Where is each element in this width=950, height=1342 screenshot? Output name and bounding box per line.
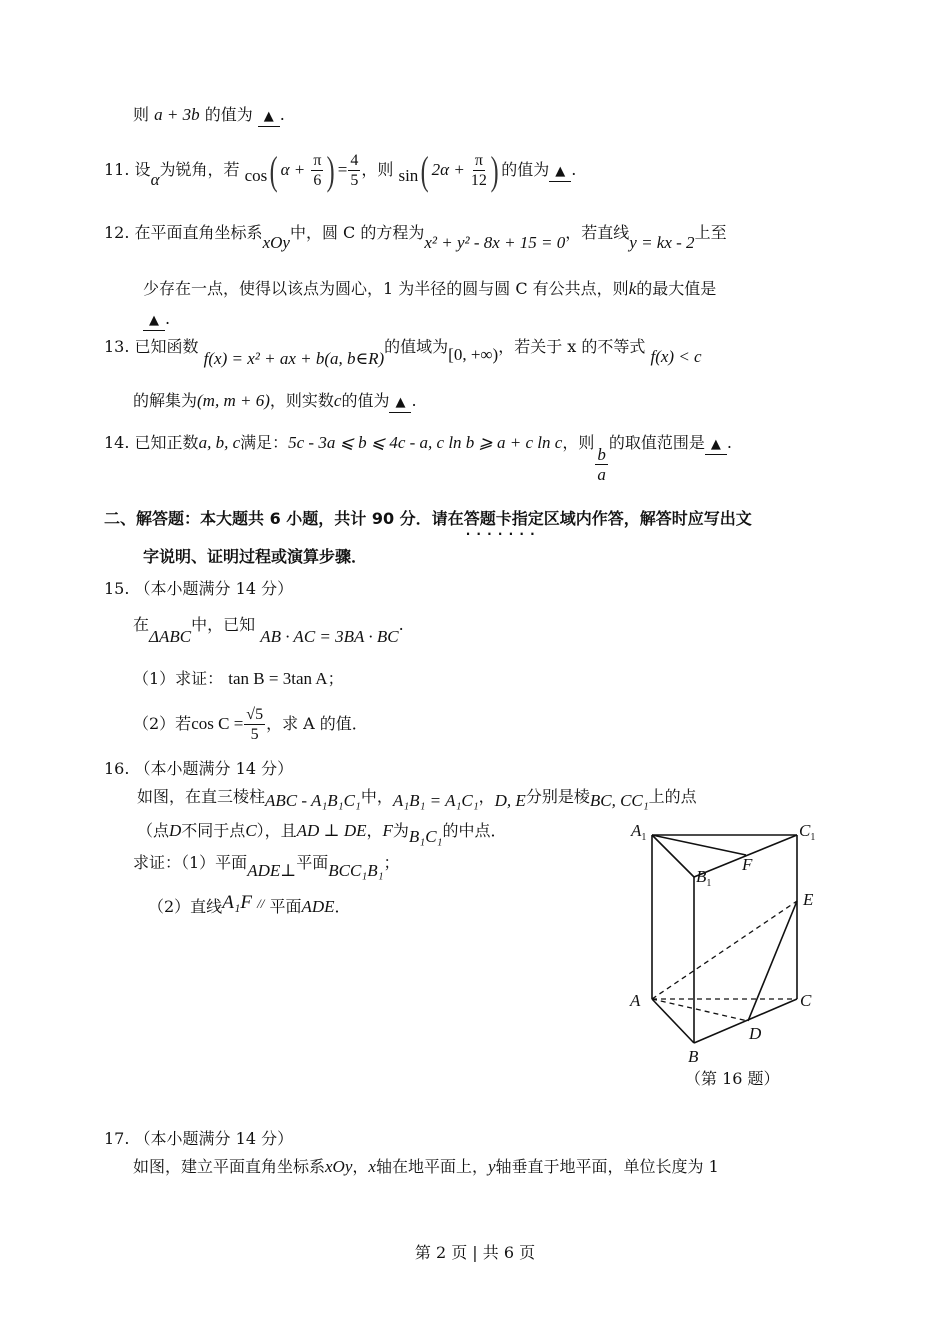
q13-text: 的解集为: [133, 391, 198, 410]
section-heading-text: 二、解答题：本大题共 6 小题，共计 90 分．请在: [104, 509, 464, 528]
section-heading-text: 字说明、证明过程或演算步骤．: [143, 547, 368, 566]
q15-end: ；: [327, 669, 344, 688]
q17-text: ，: [352, 1157, 369, 1176]
value-range: [0, +∞): [448, 345, 499, 364]
right-paren: ): [490, 147, 499, 193]
q16-text: 为: [392, 821, 409, 840]
label-e: E: [803, 890, 814, 909]
triangle-abc: ΔABC: [149, 627, 192, 646]
q12-text: ，若直线: [565, 223, 630, 242]
plane-bcc1b1: BCC₁B₁: [328, 861, 384, 880]
coordinate-system: xOy: [325, 1157, 353, 1176]
answer-blank: ▲: [258, 108, 280, 127]
label-b: B: [688, 1047, 699, 1066]
q17-text: 轴垂直于地平面，单位长度为 1: [495, 1157, 719, 1176]
right-paren: ): [327, 147, 336, 193]
question-number: 13.: [104, 337, 130, 356]
edge-equality: A₁B₁ = A₁C₁: [392, 791, 479, 810]
fraction-pi-6: [311, 151, 323, 190]
fraction-sqrt5-5: [244, 705, 265, 744]
question-14: [104, 432, 732, 484]
x-axis-var: x: [368, 1157, 376, 1176]
sin-function: sin: [398, 166, 419, 185]
q13-text: 的值域为: [384, 337, 449, 356]
perpendicular-relation: AD ⊥ DE: [296, 821, 367, 840]
section-2-heading-line1: [104, 508, 752, 530]
plane-ade: ADE: [247, 861, 281, 880]
solution-interval: (m, m + 6): [197, 391, 270, 410]
score-note: （本小题满分 14 分）: [134, 579, 294, 598]
label-b1: $B_1$: [696, 867, 712, 889]
score-note: （本小题满分 14 分）: [134, 1129, 294, 1148]
denominator: 5: [250, 726, 259, 743]
q11-end: .: [571, 160, 577, 179]
q16-text: 不同于点: [181, 821, 246, 840]
y-axis-var: y: [487, 1157, 496, 1176]
line-a1f: A₁F: [222, 892, 253, 913]
q16-text: ，: [366, 821, 383, 840]
numerator: √5: [246, 706, 264, 723]
q13-text: 已知函数: [134, 337, 199, 356]
q13-text: ，若关于 x 的不等式: [498, 337, 646, 356]
section-heading-text: 内作答，解答时应写出文: [575, 509, 752, 528]
question-15-part1: [133, 668, 344, 690]
point-c: C: [245, 821, 257, 840]
q15-text: 在: [133, 615, 150, 634]
tan-equation: tan B = 3tan A: [228, 669, 328, 688]
q10-suffix: 的值为: [204, 105, 253, 124]
prism-diagram: [620, 810, 840, 1100]
variable-k: k: [628, 279, 637, 298]
question-16-line2: [137, 820, 507, 846]
part-label: （2）若: [133, 714, 192, 733]
point-d: D: [169, 821, 182, 840]
q12-text: 上至: [694, 223, 727, 242]
q11-text: 为锐角，若: [159, 160, 240, 179]
q16-text: 如图，在直三棱柱: [137, 787, 266, 806]
left-paren: (: [269, 147, 278, 193]
vector-equation: AB · AC = 3BA · BC: [260, 627, 399, 646]
denominator: 6: [313, 172, 322, 189]
question-11: [104, 148, 576, 192]
question-16-part2: [148, 892, 351, 919]
q16-text: 平面: [269, 897, 302, 916]
figure-16-prism: [620, 810, 840, 1100]
answer-blank: ▲: [549, 163, 571, 182]
section-2-heading-line2: [143, 546, 367, 568]
q16-text: 中，: [360, 787, 393, 806]
q14-text: 已知正数: [134, 433, 199, 452]
answer-blank: ▲: [389, 394, 411, 413]
q14-text: 满足：: [240, 433, 289, 452]
equals-sign: =: [337, 160, 348, 179]
conditions: 5c - 3a ⩽ b ⩽ 4c - a, c ln b ⩾ a + c ln c: [288, 433, 563, 452]
q16-text: （2）直线: [148, 897, 223, 916]
edges: BC, CC₁: [589, 791, 649, 810]
answer-blank: ▲: [705, 436, 727, 455]
variables: a, b, c: [198, 433, 241, 452]
numerator: π: [313, 152, 322, 169]
circle-equation: x² + y² - 8x + 15 = 0: [424, 233, 566, 252]
coordinate-system: xOy: [262, 233, 290, 252]
q17-text: 轴在地平面上，: [375, 1157, 488, 1176]
numerator: b: [597, 445, 606, 464]
q16-text: ；: [383, 853, 400, 872]
q16-text: ），且: [256, 821, 297, 840]
q13-text: 的值为: [341, 391, 390, 410]
answer-blank: ▲: [143, 312, 165, 331]
question-12-line2: [143, 278, 716, 300]
cos-function: cos: [244, 166, 268, 185]
label-c1: $C_1$: [799, 821, 816, 843]
q10-tail-line: [133, 104, 285, 127]
label-d: D: [749, 1024, 762, 1043]
q12-text: 的最大值是: [636, 279, 717, 298]
q15-end: .: [398, 615, 404, 634]
numerator: π: [474, 152, 483, 169]
question-number: 12.: [104, 223, 130, 242]
fraction-b-a: [595, 445, 608, 484]
question-13-line2: [133, 390, 417, 413]
points-de: D, E: [494, 791, 526, 810]
question-15-part2: [133, 700, 368, 748]
q10-expression: a + 3b: [154, 105, 200, 124]
q13-text: ，则实数: [269, 391, 334, 410]
question-12-line3: [143, 308, 170, 331]
q16-text: 的中点．: [442, 821, 507, 840]
q14-text: 的取值范围是: [608, 433, 705, 452]
figure-caption: （第 16 题）: [685, 1069, 780, 1088]
perp-symbol: ⊥: [280, 861, 297, 880]
q16-text: 上的点: [648, 787, 697, 806]
q16-text: 分别是棱: [525, 787, 590, 806]
q16-text: 平面: [296, 853, 329, 872]
q16-text: 求证：（1）平面: [133, 853, 248, 872]
q11-text: 的值为: [501, 160, 550, 179]
question-15-stem: [133, 614, 404, 646]
question-17-line1: [133, 1156, 719, 1178]
plane-ade: ADE: [301, 897, 335, 916]
denominator: 5: [350, 172, 359, 189]
q12-text: 在平面直角坐标系: [134, 223, 263, 242]
segment-b1c1: B₁C₁: [408, 827, 443, 846]
q10-prefix: 则: [133, 105, 150, 124]
point-f: F: [382, 821, 393, 840]
question-number: 16.: [104, 759, 130, 778]
alpha-symbol: α: [150, 170, 160, 189]
question-16-line1: [137, 786, 697, 808]
q11-text: 设: [134, 160, 151, 179]
prism-name: ABC - A₁B₁C₁: [265, 791, 361, 810]
inequality: f(x) < c: [650, 347, 702, 366]
q16-text: （点: [137, 821, 170, 840]
page-footer: 第 2 页 | 共 6 页: [414, 1243, 536, 1262]
fraction-4-5: [348, 151, 360, 190]
q10-end: .: [279, 105, 285, 124]
q13-end: .: [411, 391, 417, 410]
q12-text: 少存在一点，使得以该点为圆心，1 为半径的圆与圆 C 有公共点，则: [143, 279, 629, 298]
question-13-line1: [104, 336, 702, 368]
left-paren: (: [420, 147, 429, 193]
q15-text: ，求 A 的值．: [266, 714, 368, 733]
emphasized-text: 答题卡指定区域 · ·: [464, 509, 576, 528]
question-15-header: [104, 578, 293, 600]
q11-text: ，则: [361, 160, 394, 179]
question-16-header: [104, 758, 293, 780]
score-note: （本小题满分 14 分）: [134, 759, 294, 778]
line-equation: y = kx - 2: [629, 233, 695, 252]
q17-text: 如图，建立平面直角坐标系: [133, 1157, 326, 1176]
q14-end: .: [726, 433, 732, 452]
q11-arg: α +: [280, 160, 306, 179]
label-a: A: [630, 991, 641, 1010]
denominator: 12: [470, 172, 487, 189]
q11-arg: 2α +: [431, 160, 465, 179]
question-number: 11.: [104, 160, 130, 179]
function-definition: f(x) = x² + ax + b(a, b∈R): [203, 349, 385, 368]
q14-text: ，则: [562, 433, 595, 452]
fraction-pi-12: [471, 151, 487, 190]
q12-text: 中，圆 C 的方程为: [289, 223, 425, 242]
variable-c: c: [333, 391, 342, 410]
q12-end: .: [165, 309, 171, 328]
label-c: C: [800, 991, 812, 1010]
label-f: F: [742, 855, 753, 874]
question-number: 15.: [104, 579, 130, 598]
denominator: a: [597, 465, 606, 484]
question-17-header: [104, 1128, 293, 1150]
question-number: 17.: [104, 1129, 130, 1148]
numerator: 4: [350, 152, 359, 169]
q15-text: 中，已知: [191, 615, 256, 634]
q16-text: ．: [334, 897, 351, 916]
part-label: （1）求证：: [133, 669, 224, 688]
parallel-symbol: //: [257, 896, 265, 911]
question-16-part1: [133, 852, 400, 880]
label-a1: $A_1$: [631, 821, 647, 843]
question-number: 14.: [104, 433, 130, 452]
question-12-line1: [104, 222, 727, 252]
cos-c: cos C =: [191, 714, 244, 733]
q16-text: ，: [478, 787, 495, 806]
